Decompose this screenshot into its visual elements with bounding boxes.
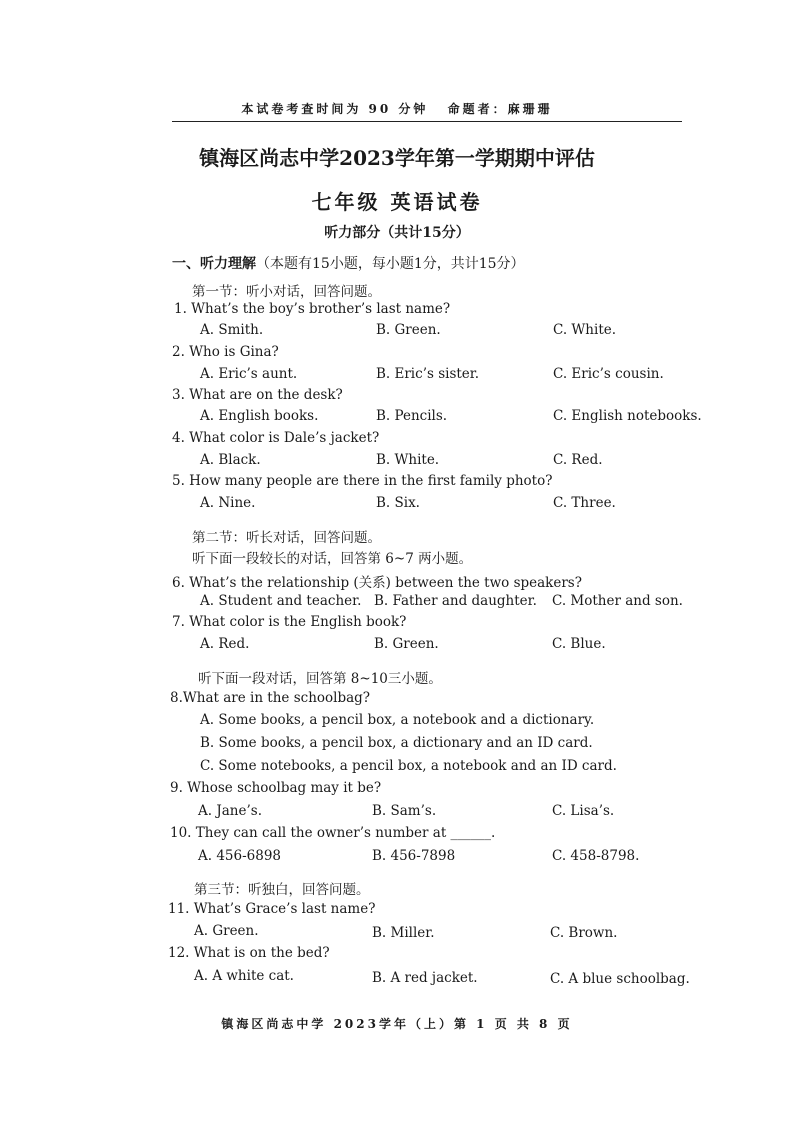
question-text: 12. What is on the bed? — [168, 945, 330, 961]
option-c: C. Eric’s cousin. — [553, 366, 664, 382]
question-text: 9. Whose schoolbag may it be? — [170, 780, 382, 796]
option-a: A. 456-6898 — [198, 848, 282, 864]
option-c: C. Red. — [553, 452, 603, 468]
option-b: B. A red jacket. — [372, 970, 478, 986]
option-b: B. Eric’s sister. — [376, 366, 480, 382]
option-b: B. Six. — [376, 495, 420, 511]
option-b: B. Green. — [376, 322, 441, 338]
part2-instruction: 听下面一段对话，回答第 8~10三小题。 — [198, 671, 442, 687]
question-text: 6. What’s the relationship (关系) between the two speakers? — [172, 575, 582, 591]
part3-heading: 第三节：听独白，回答问题。 — [194, 882, 370, 898]
question-text: 1. What’s the boy’s brother’s last name? — [174, 301, 451, 317]
option-b: B. 456-7898 — [372, 848, 456, 864]
option-c: C. Brown. — [550, 925, 618, 941]
option-a: A. Smith. — [200, 322, 264, 338]
option-b: B. Pencils. — [376, 408, 448, 424]
option-c: C. Blue. — [552, 636, 606, 652]
option-a: A. A white cat. — [194, 968, 294, 984]
option-a: A. English books. — [200, 408, 319, 424]
question-text: 7. What color is the English book? — [172, 614, 407, 630]
question-text: 8.What are in the schoolbag? — [170, 690, 371, 706]
option-a: A. Red. — [200, 636, 250, 652]
option-c: C. White. — [553, 322, 617, 338]
question-text: 5. How many people are there in the first family photo? — [172, 473, 553, 489]
section-name: 一、听力理解 — [172, 256, 256, 272]
option-c: C. Some notebooks, a pencil box, a notebook and an ID card. — [200, 758, 617, 774]
option-c: C. 458-8798. — [552, 848, 640, 864]
option-a: A. Eric’s aunt. — [200, 366, 298, 382]
part1-heading: 第一节：听小对话，回答问题。 — [192, 284, 381, 300]
exam-subtitle: 七年级 英语试卷 — [311, 190, 483, 214]
option-c: C. Three. — [553, 495, 616, 511]
question-text: 4. What color is Dale’s jacket? — [172, 430, 380, 446]
option-c: C. English notebooks. — [553, 408, 702, 424]
option-a: A. Green. — [194, 923, 259, 939]
option-b: B. Some books, a pencil box, a dictionary and an ID card. — [200, 735, 593, 751]
option-c: C. Lisa’s. — [552, 803, 615, 819]
section-note: （本题有15小题，每小题1分，共计15分） — [256, 256, 525, 272]
option-c: C. Mother and son. — [552, 593, 683, 609]
question-text: 10. They can call the owner’s number at ______. — [170, 825, 496, 841]
option-b: B. White. — [376, 452, 440, 468]
question-text: 11. What’s Grace’s last name? — [168, 901, 376, 917]
exam-header — [0, 100, 794, 117]
option-b: B. Miller. — [372, 925, 435, 941]
option-a: A. Some books, a pencil box, a notebook and a dictionary. — [200, 712, 595, 728]
author-note: 命题者：麻珊珊 — [447, 102, 553, 116]
question-text: 3. What are on the desk? — [172, 387, 343, 403]
option-a: A. Black. — [200, 452, 261, 468]
option-b: B. Sam’s. — [372, 803, 437, 819]
time-note: 本试卷考查时间为 90 分钟 — [241, 102, 429, 116]
option-a: A. Student and teacher. — [200, 593, 362, 609]
part2-heading: 第二节：听长对话，回答问题。 — [192, 530, 381, 546]
page-footer: 镇海区尚志中学 2023学年（上）第 1 页 共 8 页 — [221, 1017, 573, 1031]
option-b: B. Father and daughter. — [374, 593, 537, 609]
question-text: 2. Who is Gina? — [172, 344, 279, 360]
header-divider — [172, 121, 682, 122]
part2-instruction: 听下面一段较长的对话，回答第 6~7 两小题。 — [192, 551, 473, 567]
option-a: A. Nine. — [200, 495, 256, 511]
exam-title: 镇海区尚志中学2023学年第一学期期中评估 — [199, 146, 595, 170]
part-title: 听力部分（共计15分） — [324, 225, 470, 241]
option-c: C. A blue schoolbag. — [550, 971, 690, 987]
option-b: B. Green. — [374, 636, 439, 652]
section-heading — [172, 253, 525, 273]
option-a: A. Jane’s. — [198, 803, 262, 819]
